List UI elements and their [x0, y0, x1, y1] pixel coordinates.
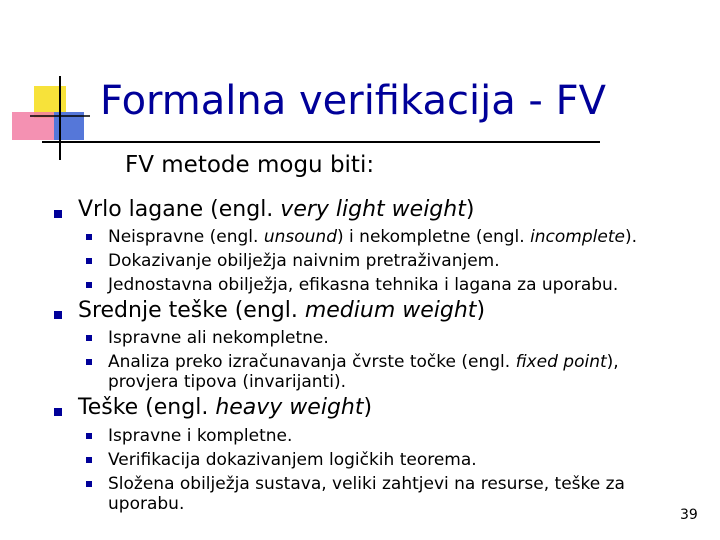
list-item: Jednostavna obilježja, efikasna tehnika i lagana za uporabu.	[108, 275, 619, 295]
bullet-square-icon	[54, 210, 62, 218]
sub-bullet-square-icon	[86, 335, 92, 341]
list-item: Neispravne (engl. unsound) i nekompletne (engl. incomplete).	[108, 227, 638, 247]
bullet-square-icon	[54, 408, 62, 416]
sub-bullet-square-icon	[86, 457, 92, 463]
list-item: Analiza preko izračunavanja čvrste točke (engl. fixed point), provjera tipova (invarijanti).	[108, 352, 619, 392]
list-item: Složena obilježja sustava, veliki zahtjevi na resurse, teške za uporabu.	[108, 474, 625, 514]
section-heading: Vrlo lagane (engl. very light weight)	[78, 197, 475, 222]
sub-bullet-square-icon	[86, 481, 92, 487]
section-heading: Teške (engl. heavy weight)	[78, 395, 373, 420]
list-item: Dokazivanje obilježja naivnim pretraživanjem.	[108, 251, 500, 271]
bullet-square-icon	[54, 311, 62, 319]
sub-bullet-square-icon	[86, 282, 92, 288]
list-item: Ispravne ali nekompletne.	[108, 328, 329, 348]
sub-bullet-square-icon	[86, 234, 92, 240]
sub-bullet-square-icon	[86, 258, 92, 264]
page-number: 39	[680, 507, 698, 523]
sub-bullet-square-icon	[86, 359, 92, 365]
list-item: Ispravne i kompletne.	[108, 426, 293, 446]
section-heading: Srednje teške (engl. medium weight)	[78, 298, 486, 323]
list-item: Verifikacija dokazivanjem logičkih teorema.	[108, 450, 477, 470]
slide-subtitle: FV metode mogu biti:	[125, 152, 375, 178]
slide-title: Formalna verifikacija - FV	[100, 78, 606, 124]
sub-bullet-square-icon	[86, 433, 92, 439]
